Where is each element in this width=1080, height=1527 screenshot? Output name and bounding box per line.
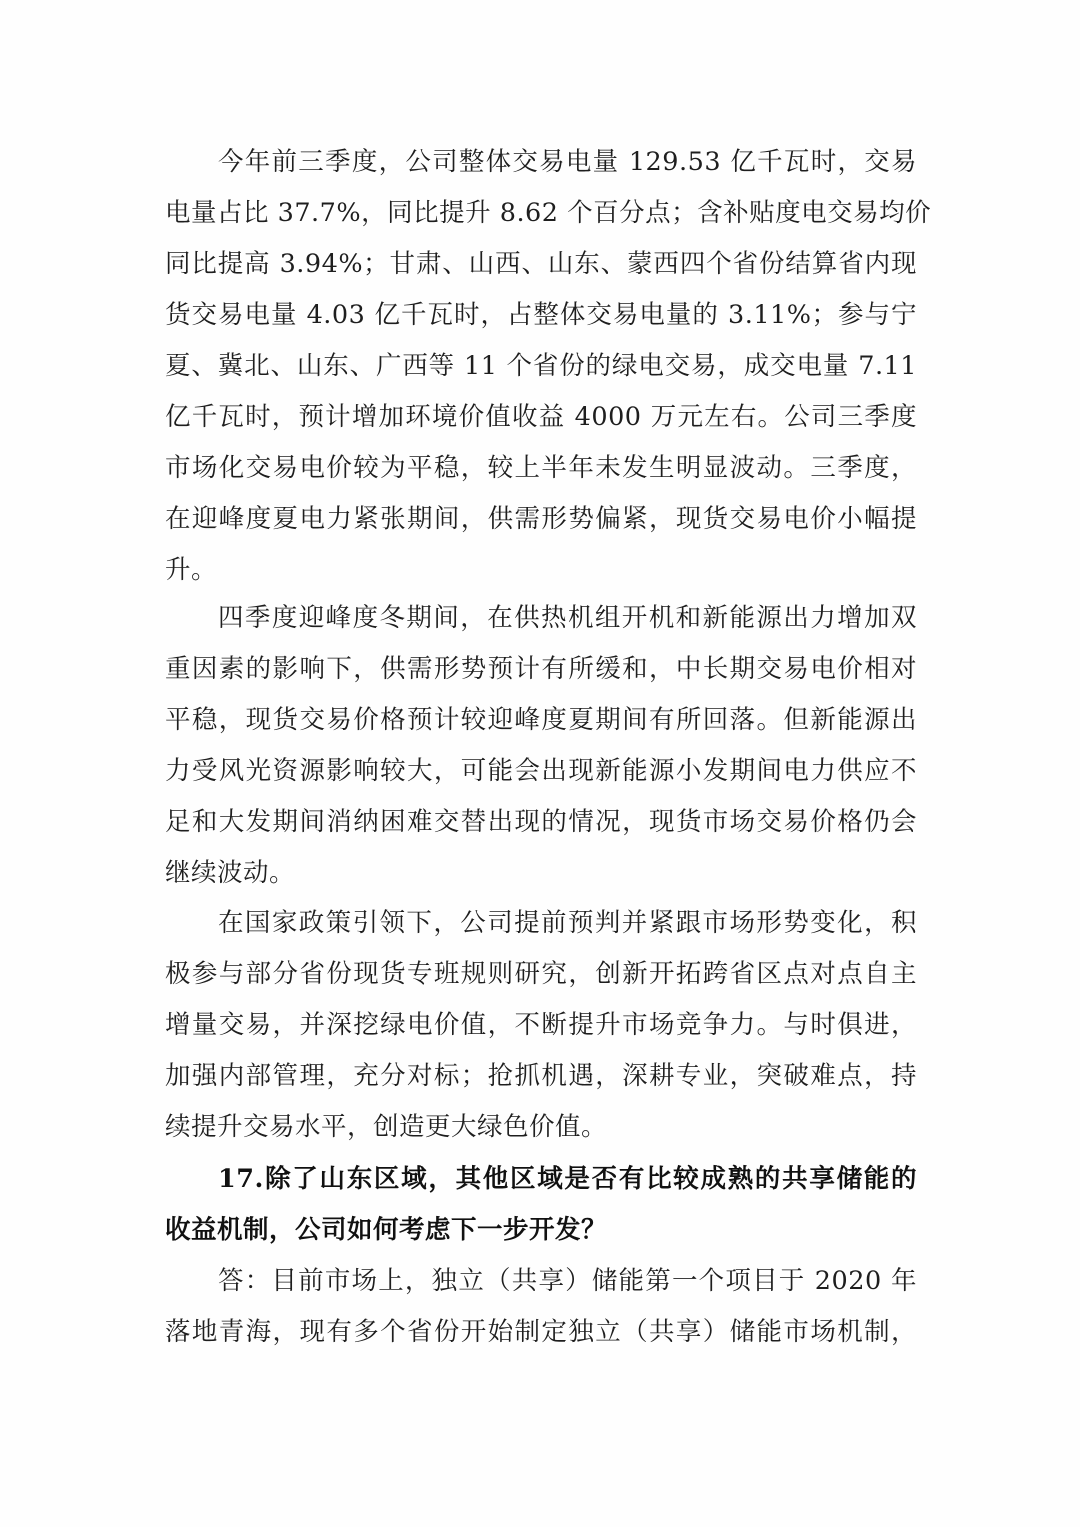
text-line: 继续波动。 [165,858,296,888]
question-text-line: 17.除了山东区域，其他区域是否有比较成熟的共享储能的 [218,1164,917,1194]
text-line: 市场化交易电价较为平稳，较上半年未发生明显波动。三季度， [165,453,917,483]
text-line: 电量占比 37.7%，同比提升 8.62 个百分点；含补贴度电交易均价 [165,198,932,228]
question-text-line: 收益机制，公司如何考虑下一步开发？ [165,1215,608,1245]
text-line: 平稳，现货交易价格预计较迎峰度夏期间有所回落。但新能源出 [165,705,917,735]
text-line: 同比提高 3.94%；甘肃、山西、山东、蒙西四个省份结算省内现 [165,249,917,279]
text-line: 加强内部管理，充分对标；抢抓机遇，深耕专业，突破难点，持 [165,1061,917,1091]
text-line: 续提升交易水平，创造更大绿色价值。 [165,1112,608,1142]
text-line: 力受风光资源影响较大，可能会出现新能源小发期间电力供应不 [165,756,917,786]
text-line: 在国家政策引领下，公司提前预判并紧跟市场形势变化，积 [218,908,917,938]
text-line: 极参与部分省份现货专班规则研究，创新开拓跨省区点对点自主 [165,959,917,989]
text-line: 升。 [165,555,218,585]
text-line: 增量交易，并深挖绿电价值，不断提升市场竞争力。与时俱进， [165,1010,917,1040]
text-line: 夏、冀北、山东、广西等 11 个省份的绿电交易，成交电量 7.11 [165,351,917,381]
text-line: 重因素的影响下，供需形势预计有所缓和，中长期交易电价相对 [165,654,917,684]
answer-text-line: 答：目前市场上，独立（共享）储能第一个项目于 2020 年 [218,1266,917,1296]
text-line: 货交易电量 4.03 亿千瓦时，占整体交易电量的 3.11%；参与宁 [165,300,917,330]
text-line: 亿千瓦时，预计增加环境价值收益 4000 万元左右。公司三季度 [165,402,917,432]
text-line: 足和大发期间消纳困难交替出现的情况，现货市场交易价格仍会 [165,807,917,837]
answer-text-line: 落地青海，现有多个省份开始制定独立（共享）储能市场机制， [165,1317,917,1347]
text-line: 四季度迎峰度冬期间，在供热机组开机和新能源出力增加双 [218,603,917,633]
text-line: 今年前三季度，公司整体交易电量 129.53 亿千瓦时，交易 [218,147,917,177]
text-line: 在迎峰度夏电力紧张期间，供需形势偏紧，现货交易电价小幅提 [165,504,917,534]
